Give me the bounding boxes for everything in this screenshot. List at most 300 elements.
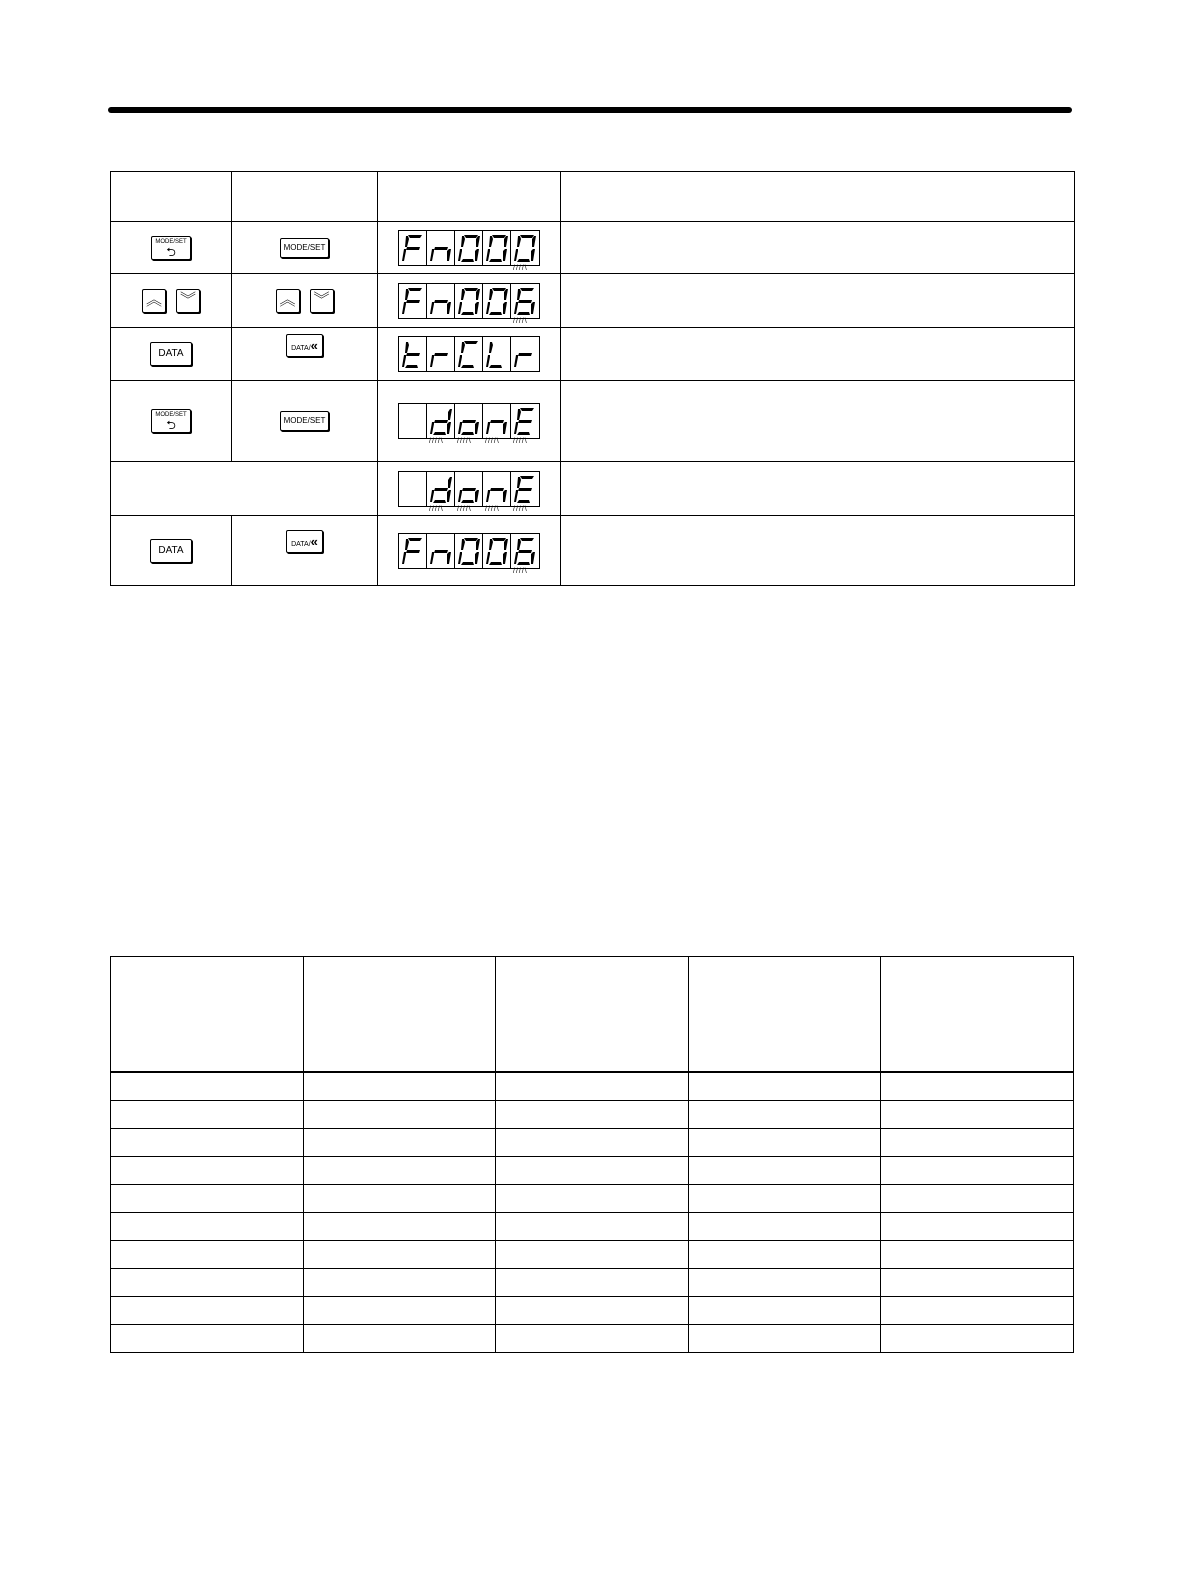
lcd-glyph	[511, 337, 539, 371]
table-cell	[304, 1157, 496, 1185]
lcd-glyph	[455, 231, 483, 265]
lcd-segment	[514, 422, 518, 434]
table-row	[111, 1325, 1074, 1353]
procedure-row	[111, 328, 1075, 381]
lcd-glyph	[427, 472, 455, 506]
lcd-segment	[447, 249, 451, 261]
table-cell	[880, 1072, 1073, 1101]
lcd-glyph	[511, 534, 539, 568]
mode-set-key-icon[interactable]	[151, 236, 191, 260]
lcd-segment	[433, 432, 446, 435]
table-cell	[880, 1297, 1073, 1325]
lcd-digit	[427, 404, 455, 445]
table-cell	[496, 1325, 688, 1353]
table-cell	[111, 1269, 304, 1297]
table-cell	[304, 1185, 496, 1213]
procedure-table	[110, 171, 1075, 586]
lcd-segment	[461, 500, 474, 503]
lcd-segment	[434, 353, 448, 356]
table-cell	[304, 1269, 496, 1297]
lcd-segment	[447, 302, 451, 314]
lcd-segment	[517, 477, 521, 488]
lcd-segment	[475, 249, 479, 261]
lcd-segment	[476, 289, 480, 300]
lcd-glyph	[427, 337, 455, 371]
lcd-segment	[520, 538, 534, 541]
lcd-glyph	[455, 534, 483, 568]
table-cell	[688, 1072, 880, 1101]
lcd-segment	[430, 422, 434, 434]
lcd-glyph	[511, 472, 539, 506]
lcd-display	[398, 533, 540, 575]
procedure-row	[111, 274, 1075, 328]
lcd-glyph	[511, 231, 539, 265]
data-key[interactable]: DATA	[150, 342, 191, 366]
lcd-digit	[399, 472, 427, 506]
blink-indicator-icon: ////\	[429, 505, 444, 513]
data-shift-key[interactable]	[286, 334, 323, 357]
table-row	[111, 1185, 1074, 1213]
table-cell	[880, 1129, 1073, 1157]
lcd-segment	[490, 488, 504, 491]
lcd-segment	[489, 342, 493, 353]
lcd-digit	[483, 404, 511, 445]
table-cell	[880, 1269, 1073, 1297]
lcd-glyph	[455, 472, 483, 506]
table-cell	[111, 1129, 304, 1157]
header-cell	[232, 172, 378, 222]
lcd-digit	[455, 404, 483, 445]
table-row	[111, 1213, 1074, 1241]
data-shift-key[interactable]	[286, 530, 323, 553]
lcd-segment	[517, 409, 521, 420]
lcd-segment	[448, 409, 452, 420]
lcd-digit	[483, 337, 511, 371]
lcd-segment	[430, 490, 434, 502]
lcd-segment	[434, 550, 448, 553]
table-cell	[496, 1157, 688, 1185]
lcd-segment	[405, 365, 418, 368]
lcd-segment	[518, 488, 532, 491]
lcd-segment	[489, 365, 502, 368]
lcd-digit	[511, 534, 539, 575]
lcd-digit	[399, 534, 427, 568]
table-cell	[304, 1241, 496, 1269]
table-cell	[496, 1269, 688, 1297]
lcd-segment	[475, 422, 479, 434]
lcd-segment	[430, 302, 434, 314]
lcd-segment	[518, 353, 532, 356]
lcd-segment	[461, 342, 465, 353]
header-cell	[304, 957, 496, 1073]
lcd-segment	[464, 538, 478, 541]
lcd-segment	[462, 420, 476, 423]
lcd-segment	[503, 552, 507, 564]
lcd-segment	[504, 289, 508, 300]
display-key-cell	[111, 274, 232, 328]
header-cell	[111, 957, 304, 1073]
table-row	[111, 1101, 1074, 1129]
lcd-segment	[458, 552, 462, 564]
lcd-segment	[517, 539, 521, 550]
table-cell	[688, 1269, 880, 1297]
description-cell	[561, 328, 1075, 381]
lcd-segment	[531, 249, 535, 261]
description-cell	[561, 462, 1075, 516]
table-cell	[496, 1185, 688, 1213]
lcd-segment	[406, 247, 420, 250]
down-arrow-icon[interactable]: ︾	[310, 289, 334, 313]
table-cell	[304, 1101, 496, 1129]
display-key-cell	[111, 516, 232, 586]
lcd-segment	[461, 289, 465, 300]
table-row	[111, 1129, 1074, 1157]
header-cell	[378, 172, 561, 222]
table-cell	[304, 1325, 496, 1353]
down-arrow-icon[interactable]: ︾	[176, 289, 200, 313]
return-arrow-icon: ⮌	[166, 418, 176, 432]
lcd-segment	[475, 490, 479, 502]
lcd-display	[398, 471, 540, 513]
table-cell	[111, 1297, 304, 1325]
table-cell	[688, 1325, 880, 1353]
procedure-row	[111, 462, 1075, 516]
lcd-segment	[434, 300, 448, 303]
display-cell	[378, 462, 561, 516]
lcd-segment	[517, 562, 530, 565]
lcd-digit	[399, 231, 427, 265]
table-cell	[880, 1241, 1073, 1269]
lcd-segment	[461, 365, 474, 368]
lcd-segment	[464, 341, 478, 344]
lcd-segment	[476, 236, 480, 247]
lcd-segment	[464, 235, 478, 238]
table-cell	[304, 1129, 496, 1157]
lcd-segment	[406, 550, 420, 553]
lcd-segment	[503, 422, 507, 434]
lcd-glyph	[511, 284, 539, 318]
lcd-digit	[511, 231, 539, 272]
table-cell	[880, 1325, 1073, 1353]
procedure-header-row	[111, 172, 1075, 222]
lcd-glyph	[455, 284, 483, 318]
table-cell	[688, 1241, 880, 1269]
lcd-segment	[475, 302, 479, 314]
mode-set-key-icon[interactable]	[151, 409, 191, 433]
lcd-segment	[433, 500, 446, 503]
lcd-segment	[517, 289, 521, 300]
lcd-segment	[518, 550, 532, 553]
lcd-segment	[476, 539, 480, 550]
lcd-segment	[458, 249, 462, 261]
lcd-segment	[503, 490, 507, 502]
lcd-digit	[483, 231, 511, 265]
lcd-display	[398, 283, 540, 325]
lcd-glyph	[399, 534, 427, 568]
lcd-segment	[514, 552, 518, 564]
lcd-segment	[458, 422, 462, 434]
lcd-digit	[511, 472, 539, 513]
lcd-segment	[408, 288, 422, 291]
lcd-segment	[520, 235, 534, 238]
procedure-row	[111, 381, 1075, 462]
lcd-segment	[430, 552, 434, 564]
lcd-segment	[461, 259, 474, 262]
table-cell	[304, 1213, 496, 1241]
table-row	[111, 1297, 1074, 1325]
table-row	[111, 1269, 1074, 1297]
lcd-segment	[531, 302, 535, 314]
table-cell	[111, 1325, 304, 1353]
lcd-segment	[458, 302, 462, 314]
procedure-row	[111, 516, 1075, 586]
operator-key-cell	[232, 274, 378, 328]
lcd-segment	[517, 236, 521, 247]
operator-key-cell	[232, 516, 378, 586]
table-cell	[688, 1213, 880, 1241]
table-cell	[688, 1185, 880, 1213]
lcd-segment	[402, 302, 406, 314]
data-key[interactable]: DATA	[150, 539, 191, 563]
lcd-segment	[458, 355, 462, 367]
lcd-segment	[489, 259, 502, 262]
up-arrow-icon[interactable]: ︽	[276, 289, 300, 313]
table-cell	[111, 1185, 304, 1213]
mode-set-key[interactable]: MODE/SET	[280, 411, 330, 431]
lcd-glyph	[427, 404, 455, 438]
table-cell	[496, 1297, 688, 1325]
table-cell	[111, 1101, 304, 1129]
lcd-display	[398, 336, 540, 372]
lcd-segment	[402, 249, 406, 261]
table-row	[111, 1241, 1074, 1269]
lcd-glyph	[483, 284, 511, 318]
lcd-segment	[489, 236, 493, 247]
lcd-segment	[489, 562, 502, 565]
lcd-segment	[402, 355, 406, 367]
blink-indicator-icon: ////\	[457, 505, 472, 513]
lcd-segment	[458, 490, 462, 502]
lcd-segment	[531, 552, 535, 564]
lcd-digit	[427, 231, 455, 265]
lcd-digit	[511, 404, 539, 445]
lcd-segment	[489, 539, 493, 550]
blink-indicator-icon: ////\	[513, 317, 528, 325]
lcd-segment	[405, 289, 409, 300]
description-cell	[561, 274, 1075, 328]
lcd-segment	[492, 288, 506, 291]
blink-indicator-icon: ////\	[513, 567, 528, 575]
header-cell	[561, 172, 1075, 222]
lcd-glyph	[455, 404, 483, 438]
double-chevron-left-icon: «	[310, 337, 318, 353]
lcd-segment	[517, 259, 530, 262]
lcd-glyph	[483, 472, 511, 506]
table-cell	[111, 1213, 304, 1241]
lcd-segment	[489, 289, 493, 300]
table-cell	[496, 1213, 688, 1241]
lcd-glyph	[399, 472, 427, 506]
lcd-segment	[503, 249, 507, 261]
lcd-digit	[455, 284, 483, 318]
lcd-segment	[447, 552, 451, 564]
merged-key-cell	[111, 462, 378, 516]
lcd-digit	[483, 534, 511, 568]
lcd-display	[398, 230, 540, 272]
lcd-segment	[486, 422, 490, 434]
lcd-segment	[486, 249, 490, 261]
lcd-digit	[483, 472, 511, 513]
table-cell	[111, 1241, 304, 1269]
lcd-segment	[405, 342, 409, 353]
lcd-segment	[461, 236, 465, 247]
lcd-segment	[448, 477, 452, 488]
display-cell	[378, 381, 561, 462]
lcd-segment	[520, 476, 534, 479]
lcd-segment	[520, 288, 534, 291]
table-cell	[496, 1072, 688, 1101]
table-cell	[496, 1101, 688, 1129]
table-row	[111, 1072, 1074, 1101]
lcd-segment	[408, 235, 422, 238]
lcd-segment	[447, 490, 451, 502]
header-cell	[496, 957, 688, 1073]
lcd-segment	[402, 552, 406, 564]
up-arrow-icon[interactable]: ︽	[142, 289, 166, 313]
operator-key-cell	[232, 222, 378, 274]
lcd-glyph	[483, 404, 511, 438]
display-cell	[378, 516, 561, 586]
table-cell	[688, 1157, 880, 1185]
lcd-segment	[461, 312, 474, 315]
lcd-segment	[447, 422, 451, 434]
lcd-segment	[514, 302, 518, 314]
lcd-segment	[486, 490, 490, 502]
lcd-glyph	[483, 337, 511, 371]
lcd-digit	[483, 284, 511, 318]
lcd-segment	[520, 408, 534, 411]
description-cell	[561, 222, 1075, 274]
lcd-segment	[461, 562, 474, 565]
key-label: DATA/	[291, 541, 311, 548]
lcd-segment	[514, 249, 518, 261]
lcd-segment	[504, 236, 508, 247]
lcd-digit	[427, 284, 455, 318]
lcd-segment	[408, 538, 422, 541]
lcd-glyph	[399, 404, 427, 438]
lcd-segment	[405, 539, 409, 550]
key-label: DATA/	[291, 344, 311, 352]
lcd-segment	[434, 420, 448, 423]
lcd-digit	[427, 337, 455, 371]
operator-key-cell	[232, 381, 378, 462]
lcd-digit	[399, 284, 427, 318]
table-cell	[111, 1072, 304, 1101]
blink-indicator-icon: ////\	[429, 438, 444, 445]
key-label: MODE/SET	[155, 412, 187, 418]
lcd-glyph	[483, 534, 511, 568]
lcd-digit	[399, 404, 427, 438]
lcd-glyph	[455, 337, 483, 371]
lcd-segment	[406, 300, 420, 303]
lcd-glyph	[511, 404, 539, 438]
blink-indicator-icon: ////\	[513, 505, 528, 513]
top-rule	[108, 107, 1072, 113]
data-table	[110, 956, 1074, 1353]
blink-indicator-icon: ////\	[513, 264, 528, 272]
display-key-cell	[111, 222, 232, 274]
double-chevron-left-icon: «	[310, 534, 318, 549]
lcd-glyph	[399, 337, 427, 371]
lcd-segment	[518, 420, 532, 423]
lcd-segment	[503, 302, 507, 314]
table-cell	[688, 1129, 880, 1157]
blink-indicator-icon: ////\	[457, 438, 472, 445]
header-cell	[880, 957, 1073, 1073]
table-cell	[304, 1297, 496, 1325]
lcd-digit	[455, 534, 483, 568]
lcd-segment	[517, 500, 530, 503]
table-cell	[304, 1072, 496, 1101]
lcd-segment	[434, 488, 448, 491]
table-cell	[688, 1297, 880, 1325]
key-label: MODE/SET	[155, 238, 187, 245]
lcd-segment	[514, 490, 518, 502]
lcd-segment	[532, 236, 536, 247]
lcd-segment	[430, 249, 434, 261]
lcd-segment	[486, 302, 490, 314]
mode-set-key[interactable]: MODE/SET	[280, 238, 330, 258]
lcd-segment	[492, 538, 506, 541]
lcd-segment	[504, 539, 508, 550]
lcd-segment	[405, 236, 409, 247]
lcd-segment	[461, 539, 465, 550]
operator-key-cell	[232, 328, 378, 381]
table-cell	[880, 1213, 1073, 1241]
lcd-segment	[475, 552, 479, 564]
lcd-glyph	[399, 231, 427, 265]
procedure-row	[111, 222, 1075, 274]
lcd-segment	[486, 355, 490, 367]
lcd-digit	[511, 337, 539, 371]
display-key-cell	[111, 328, 232, 381]
blink-indicator-icon: ////\	[513, 438, 528, 445]
lcd-glyph	[483, 231, 511, 265]
lcd-digit	[455, 231, 483, 265]
table-header-row	[111, 957, 1074, 1073]
lcd-segment	[406, 353, 420, 356]
lcd-segment	[461, 432, 474, 435]
table-row	[111, 1157, 1074, 1185]
description-cell	[561, 516, 1075, 586]
lcd-digit	[427, 472, 455, 513]
lcd-segment	[464, 288, 478, 291]
lcd-segment	[434, 247, 448, 250]
description-cell	[561, 381, 1075, 462]
lcd-digit	[399, 337, 427, 371]
lcd-segment	[514, 355, 518, 367]
table-cell	[496, 1241, 688, 1269]
lcd-segment	[492, 235, 506, 238]
lcd-segment	[489, 312, 502, 315]
display-cell	[378, 328, 561, 381]
lcd-segment	[518, 300, 532, 303]
lcd-digit	[455, 337, 483, 371]
return-arrow-icon: ⮌	[166, 244, 176, 259]
table-cell	[688, 1101, 880, 1129]
lcd-glyph	[427, 284, 455, 318]
lcd-digit	[455, 472, 483, 513]
